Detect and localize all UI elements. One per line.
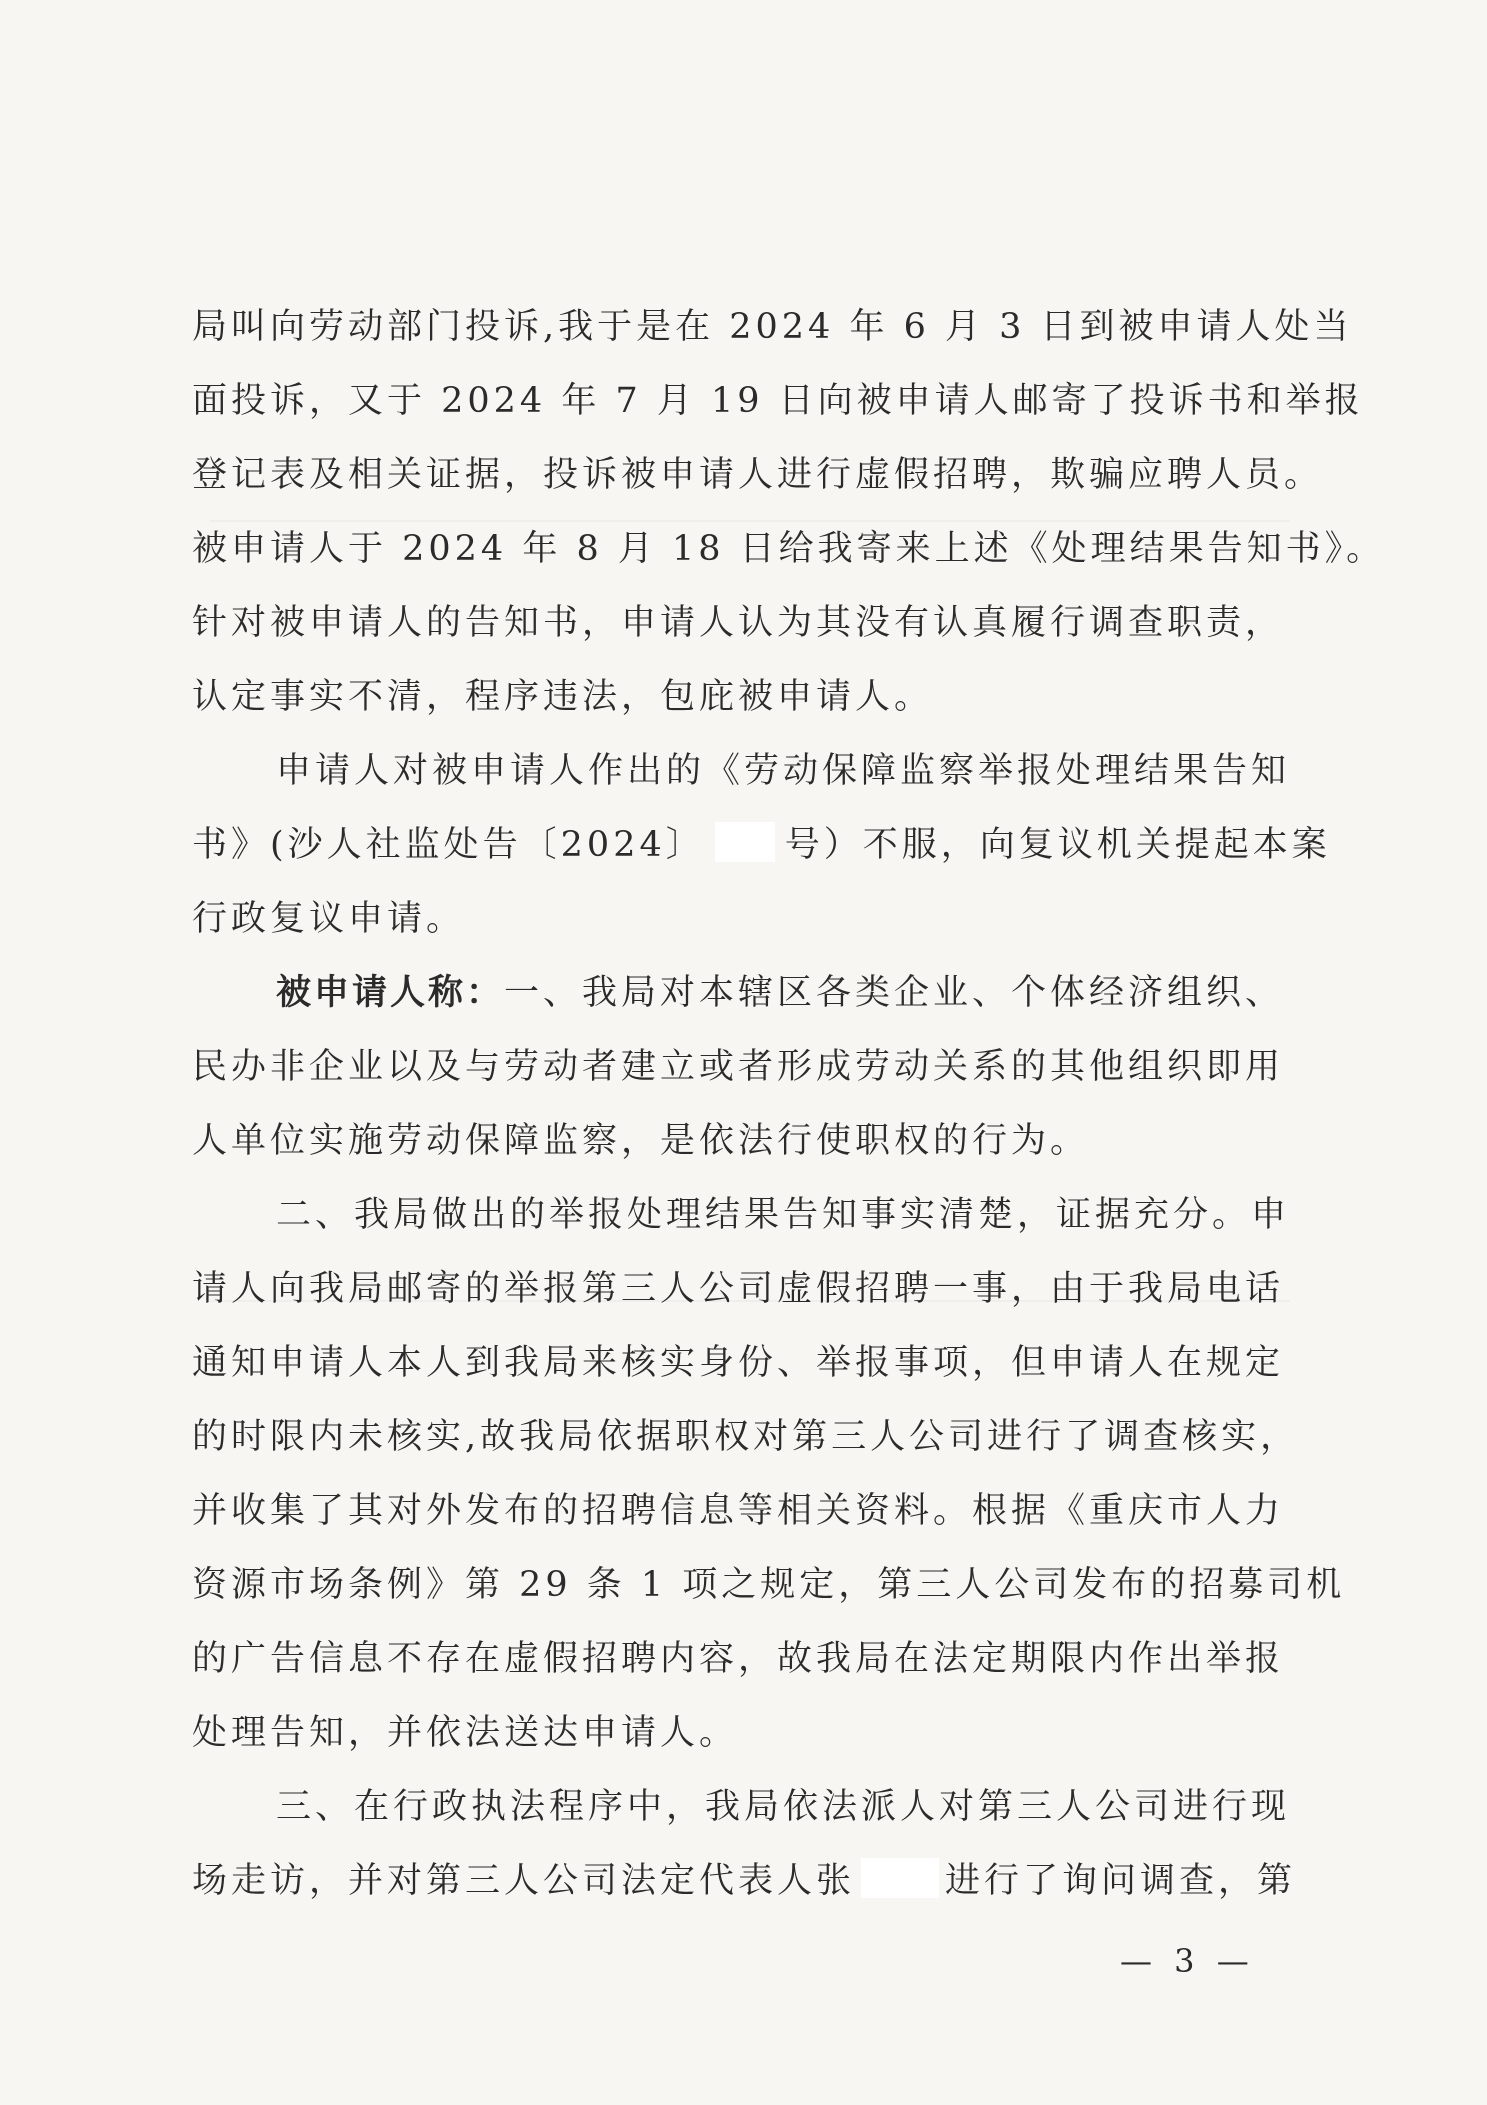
text-line xyxy=(192,1770,1302,1844)
text-line: 处理告知，并依法送达申请人。 xyxy=(192,1713,739,1753)
paragraph-applicant-complaint xyxy=(192,290,1386,734)
paragraph-respondent-statement xyxy=(192,956,1302,1178)
text-line: 登记表及相关证据，投诉被申请人进行虚假招聘，欺骗应聘人员。 xyxy=(192,455,1324,495)
text-segment: 场走访，并对第三人公司法定代表人张 xyxy=(192,1861,856,1901)
text-line: 认定事实不清，程序违法，包庇被申请人。 xyxy=(192,677,934,717)
text-line: 行政复议申请。 xyxy=(192,899,466,939)
text-segment: 一、我局对本辖区各类企业、个体经济组织、 xyxy=(504,973,1285,1013)
text-segment: 进行了询问调查，第 xyxy=(945,1861,1297,1901)
text-line: 通知申请人本人到我局来核实身份、举报事项，但申请人在规定 xyxy=(192,1343,1285,1383)
redaction-block xyxy=(861,1858,939,1898)
text-line: 人单位实施劳动保障监察，是依法行使职权的行为。 xyxy=(192,1121,1090,1161)
text-segment: 申请人对被申请人作出的《劳动保障监察举报处理结果告知 xyxy=(276,751,1291,791)
document-body xyxy=(192,290,1386,1918)
text-line xyxy=(192,734,1302,808)
page-number: — 3 — xyxy=(1120,1942,1255,1980)
text-segment: 三、在行政执法程序中，我局依法派人对第三人公司进行现 xyxy=(276,1787,1291,1827)
text-line: 针对被申请人的告知书，申请人认为其没有认真履行调查职责， xyxy=(192,603,1285,643)
text-segment: 二、我局做出的举报处理结果告知事实清楚，证据充分。申 xyxy=(276,1195,1291,1235)
text-line: 面投诉，又于 2024 年 7 月 19 日向被申请人邮寄了投诉书和举报 xyxy=(192,381,1364,421)
paragraph-review-request xyxy=(192,734,1331,956)
redaction-block xyxy=(715,822,775,862)
text-line xyxy=(192,956,1302,1030)
text-line: 的时限内未核实,故我局依据职权对第三人公司进行了调查核实， xyxy=(192,1417,1300,1457)
paragraph-point-three xyxy=(192,1770,1302,1918)
text-segment: 书》(沙人社监处告〔2024〕 xyxy=(192,825,705,865)
text-line xyxy=(192,808,1331,882)
text-line: 被申请人于 2024 年 8 月 18 日给我寄来上述《处理结果告知书》。 xyxy=(192,529,1386,569)
paragraph-point-two xyxy=(192,1178,1346,1770)
text-line: 请人向我局邮寄的举报第三人公司虚假招聘一事，由于我局电话 xyxy=(192,1269,1285,1309)
text-line: 局叫向劳动部门投诉,我于是在 2024 年 6 月 3 日到被申请人处当 xyxy=(192,307,1353,347)
text-line: 并收集了其对外发布的招聘信息等相关资料。根据《重庆市人力 xyxy=(192,1491,1285,1531)
text-line xyxy=(192,1844,1302,1918)
text-line: 民办非企业以及与劳动者建立或者形成劳动关系的其他组织即用 xyxy=(192,1047,1285,1087)
text-line xyxy=(192,1178,1302,1252)
text-line: 资源市场条例》第 29 条 1 项之规定，第三人公司发布的招募司机 xyxy=(192,1565,1346,1605)
text-segment: 号）不服，向复议机关提起本案 xyxy=(784,825,1331,865)
section-lead-bold: 被申请人称： xyxy=(276,972,505,1013)
text-line: 的广告信息不存在虚假招聘内容，故我局在法定期限内作出举报 xyxy=(192,1639,1285,1679)
